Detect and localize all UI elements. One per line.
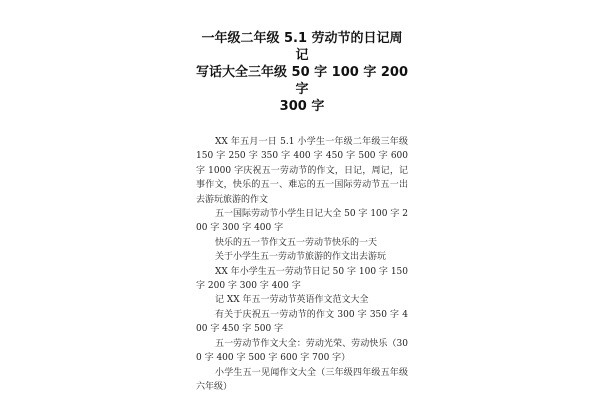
paragraph: 关于小学生五一劳动节旅游的作文出去游玩 <box>215 252 387 263</box>
paragraph: 小学生五一见闻作文大全（三年级四年级五年级六年级） <box>196 367 408 392</box>
document-title <box>196 30 408 115</box>
document-body <box>196 135 408 394</box>
paragraph: XX 年五月一日 5.1 小学生一年级二年级三年级 150 字 250 字 350 字 400 字 450 字 500 字 600 字 1000 字庆祝五一劳动节的作文，日记，周记，记事作文，快乐的五一、难忘的五一国际劳动节五一出去游玩旅游的作文 <box>196 137 408 205</box>
paragraph: 五一劳动节作文大全：劳动光荣、劳动快乐（300 字 400 字 500 字 600 字 700 字） <box>196 338 408 364</box>
paragraph: 有关于庆祝五一劳动节的作文 300 字 350 字 400 字 450 字 500 字 <box>196 309 408 335</box>
title-line: 一年级二年级 5.1 劳动节的日记周记 <box>201 31 403 63</box>
paragraph: XX 年小学生五一劳动节日记 50 字 100 字 150 字 200 字 300 字 400 字 <box>196 266 408 292</box>
paragraph: 五一国际劳动节小学生日记大全 50 字 100 字 200 字 300 字 400 字 <box>196 209 408 234</box>
paragraph: 记 XX 年五一劳动节英语作文范文大全 <box>215 295 369 306</box>
paragraph: 快乐的五一节作文五一劳动节快乐的一天 <box>215 237 378 248</box>
document-page <box>196 30 408 394</box>
title-line: 写话大全三年级 50 字 100 字 200 字 <box>196 65 408 97</box>
title-line: 300 字 <box>279 99 325 114</box>
